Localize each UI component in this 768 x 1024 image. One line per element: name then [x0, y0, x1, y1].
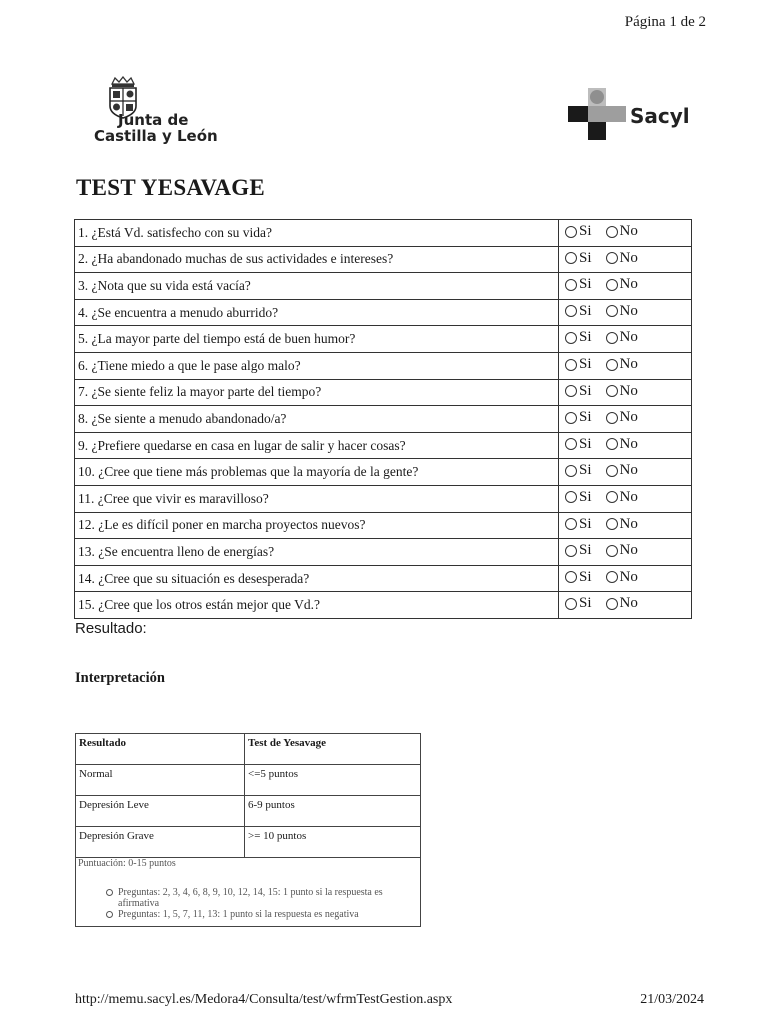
- answer-no[interactable]: [606, 569, 638, 586]
- answer-options: [559, 352, 692, 379]
- answer-yes-label: Si: [579, 435, 592, 452]
- radio-yes[interactable]: [565, 226, 577, 238]
- question-text: 3. ¿Nota que su vida está vacía?: [75, 273, 559, 300]
- radio-yes[interactable]: [565, 412, 577, 424]
- radio-yes[interactable]: [565, 598, 577, 610]
- radio-yes[interactable]: [565, 545, 577, 557]
- answer-no-label: No: [619, 542, 638, 559]
- radio-yes[interactable]: [565, 491, 577, 503]
- answer-no[interactable]: [606, 542, 638, 559]
- answer-yes[interactable]: [565, 223, 592, 240]
- answer-yes-label: Si: [579, 595, 592, 612]
- answer-yes[interactable]: [565, 542, 592, 559]
- answer-yes-label: Si: [579, 276, 592, 293]
- question-text: 6. ¿Tiene miedo a que le pase algo malo?: [75, 352, 559, 379]
- question-text: 4. ¿Se encuentra a menudo aburrido?: [75, 299, 559, 326]
- radio-no[interactable]: [606, 385, 618, 397]
- radio-yes[interactable]: [565, 465, 577, 477]
- answer-options: [559, 485, 692, 512]
- question-text: 11. ¿Cree que vivir es maravilloso?: [75, 485, 559, 512]
- radio-no[interactable]: [606, 305, 618, 317]
- question-row: [75, 379, 692, 406]
- logo-text-line2: Castilla y León: [94, 127, 218, 145]
- answer-no-label: No: [619, 249, 638, 266]
- answer-no-label: No: [619, 276, 638, 293]
- radio-no[interactable]: [606, 226, 618, 238]
- radio-no[interactable]: [606, 332, 618, 344]
- answer-no[interactable]: [606, 276, 638, 293]
- col-header-test: Test de Yesavage: [245, 734, 422, 765]
- question-text: 1. ¿Está Vd. satisfecho con su vida?: [75, 220, 559, 247]
- question-text: 14. ¿Cree que su situación es desesperada?: [75, 565, 559, 592]
- question-text: 15. ¿Cree que los otros están mejor que Vd.?: [75, 592, 559, 619]
- radio-yes[interactable]: [565, 438, 577, 450]
- answer-no-label: No: [619, 515, 638, 532]
- question-row: [75, 432, 692, 459]
- question-text: 13. ¿Se encuentra lleno de energías?: [75, 539, 559, 566]
- answer-no-label: No: [619, 462, 638, 479]
- answer-no-label: No: [619, 382, 638, 399]
- question-row: [75, 565, 692, 592]
- question-row: [75, 459, 692, 486]
- radio-yes[interactable]: [565, 279, 577, 291]
- answer-yes[interactable]: [565, 250, 592, 267]
- radio-no[interactable]: [606, 279, 618, 291]
- radio-no[interactable]: [606, 518, 618, 530]
- radio-yes[interactable]: [565, 252, 577, 264]
- answer-no-label: No: [619, 488, 638, 505]
- footer-url: http://memu.sacyl.es/Medora4/Consulta/test/wfrmTestGestion.aspx: [75, 992, 453, 1007]
- question-text: 2. ¿Ha abandonado muchas de sus actividades e intereses?: [75, 246, 559, 273]
- question-text: 7. ¿Se siente feliz la mayor parte del tiempo?: [75, 379, 559, 406]
- test-title: TEST YESAVAGE: [76, 175, 266, 200]
- answer-yes-label: Si: [579, 542, 592, 559]
- answer-no[interactable]: [606, 436, 638, 453]
- answer-yes[interactable]: [565, 356, 592, 373]
- question-row: [75, 406, 692, 433]
- radio-no[interactable]: [606, 359, 618, 371]
- radio-no[interactable]: [606, 571, 618, 583]
- radio-yes[interactable]: [565, 359, 577, 371]
- question-row: [75, 485, 692, 512]
- answer-no[interactable]: [606, 516, 638, 533]
- question-row: [75, 592, 692, 619]
- score-range: Puntuación: 0-15 puntos: [78, 858, 176, 869]
- interpretation-box: [75, 733, 421, 927]
- col-header-resultado: Resultado: [76, 734, 245, 765]
- answer-yes[interactable]: [565, 383, 592, 400]
- interpretation-result: Depresión Leve: [76, 796, 245, 827]
- interpretation-row: [76, 796, 421, 827]
- interpretation-result: Depresión Grave: [76, 827, 245, 858]
- answer-no-label: No: [619, 435, 638, 452]
- interpretation-result: Normal: [76, 765, 245, 796]
- radio-no[interactable]: [606, 545, 618, 557]
- answer-yes-label: Si: [579, 568, 592, 585]
- answer-no[interactable]: [606, 595, 638, 612]
- radio-yes[interactable]: [565, 332, 577, 344]
- answer-no[interactable]: [606, 329, 638, 346]
- junta-castilla-leon-logo: [94, 76, 234, 146]
- interpretation-heading: Interpretación: [75, 670, 165, 686]
- interpretation-score: 6-9 puntos: [245, 796, 422, 827]
- question-row: [75, 352, 692, 379]
- answer-yes[interactable]: [565, 516, 592, 533]
- answer-no[interactable]: [606, 223, 638, 240]
- answer-yes-label: Si: [579, 462, 592, 479]
- answer-no-label: No: [619, 302, 638, 319]
- logo-text-line1: Junta de: [118, 111, 189, 129]
- interpretation-table: [76, 734, 421, 858]
- radio-yes[interactable]: [565, 385, 577, 397]
- answer-options: [559, 246, 692, 273]
- questions-table: [74, 219, 692, 619]
- answer-no[interactable]: [606, 409, 638, 426]
- question-text: 8. ¿Se siente a menudo abandonado/a?: [75, 406, 559, 433]
- answer-yes[interactable]: [565, 595, 592, 612]
- answer-yes[interactable]: [565, 462, 592, 479]
- answer-yes-label: Si: [579, 515, 592, 532]
- interpretation-score: <=5 puntos: [245, 765, 422, 796]
- answer-options: [559, 592, 692, 619]
- question-row: [75, 326, 692, 353]
- answer-no[interactable]: [606, 383, 638, 400]
- question-text: 12. ¿Le es difícil poner en marcha proyectos nuevos?: [75, 512, 559, 539]
- question-text: 5. ¿La mayor parte del tiempo está de buen humor?: [75, 326, 559, 353]
- answer-yes-label: Si: [579, 488, 592, 505]
- answer-no[interactable]: [606, 303, 638, 320]
- sacyl-logo: [568, 88, 698, 142]
- interpretation-header-row: [76, 734, 421, 765]
- answer-no-label: No: [619, 356, 638, 373]
- answer-options: [559, 326, 692, 353]
- answer-yes[interactable]: [565, 409, 592, 426]
- answer-options: [559, 565, 692, 592]
- scoring-rule: Preguntas: 1, 5, 7, 11, 13: 1 punto si la respuesta es negativa: [106, 909, 418, 920]
- page-number: Página 1 de 2: [624, 14, 706, 30]
- radio-yes[interactable]: [565, 571, 577, 583]
- footer-date: 21/03/2024: [640, 992, 704, 1007]
- answer-yes-label: Si: [579, 302, 592, 319]
- answer-no[interactable]: [606, 250, 638, 267]
- answer-yes[interactable]: [565, 303, 592, 320]
- scoring-rule: Preguntas: 2, 3, 4, 6, 8, 9, 10, 12, 14, 15: 1 punto si la respuesta es afirmativa: [106, 887, 418, 909]
- answer-yes-label: Si: [579, 409, 592, 426]
- scoring-notes: [78, 858, 418, 920]
- answer-yes[interactable]: [565, 569, 592, 586]
- answer-options: [559, 220, 692, 247]
- question-row: [75, 273, 692, 300]
- radio-yes[interactable]: [565, 518, 577, 530]
- answer-options: [559, 379, 692, 406]
- answer-yes-label: Si: [579, 329, 592, 346]
- answer-no[interactable]: [606, 356, 638, 373]
- answer-yes-label: Si: [579, 249, 592, 266]
- answer-options: [559, 432, 692, 459]
- question-row: [75, 246, 692, 273]
- question-text: 10. ¿Cree que tiene más problemas que la mayoría de la gente?: [75, 459, 559, 486]
- radio-no[interactable]: [606, 598, 618, 610]
- radio-no[interactable]: [606, 252, 618, 264]
- answer-options: [559, 299, 692, 326]
- radio-no[interactable]: [606, 412, 618, 424]
- answer-yes-label: Si: [579, 223, 592, 240]
- answer-yes-label: Si: [579, 382, 592, 399]
- answer-no[interactable]: [606, 462, 638, 479]
- answer-yes-label: Si: [579, 356, 592, 373]
- sacyl-cross-icon: [568, 88, 628, 142]
- radio-no[interactable]: [606, 465, 618, 477]
- answer-no-label: No: [619, 595, 638, 612]
- answer-options: [559, 273, 692, 300]
- question-row: [75, 299, 692, 326]
- interpretation-row: [76, 765, 421, 796]
- answer-options: [559, 539, 692, 566]
- radio-no[interactable]: [606, 438, 618, 450]
- scoring-rules: [78, 887, 418, 920]
- interpretation-score: >= 10 puntos: [245, 827, 422, 858]
- answer-yes[interactable]: [565, 489, 592, 506]
- question-text: 9. ¿Prefiere quedarse en casa en lugar de salir y hacer cosas?: [75, 432, 559, 459]
- question-row: [75, 220, 692, 247]
- question-row: [75, 539, 692, 566]
- answer-no-label: No: [619, 409, 638, 426]
- answer-no[interactable]: [606, 489, 638, 506]
- radio-yes[interactable]: [565, 305, 577, 317]
- answer-no-label: No: [619, 568, 638, 585]
- answer-yes[interactable]: [565, 329, 592, 346]
- resultado-label: Resultado:: [75, 620, 147, 637]
- answer-no-label: No: [619, 223, 638, 240]
- interpretation-row: [76, 827, 421, 858]
- answer-options: [559, 406, 692, 433]
- sacyl-logo-text: Sacyl: [630, 104, 690, 128]
- answer-options: [559, 512, 692, 539]
- answer-no-label: No: [619, 329, 638, 346]
- answer-yes[interactable]: [565, 276, 592, 293]
- answer-yes[interactable]: [565, 436, 592, 453]
- radio-no[interactable]: [606, 491, 618, 503]
- answer-options: [559, 459, 692, 486]
- question-row: [75, 512, 692, 539]
